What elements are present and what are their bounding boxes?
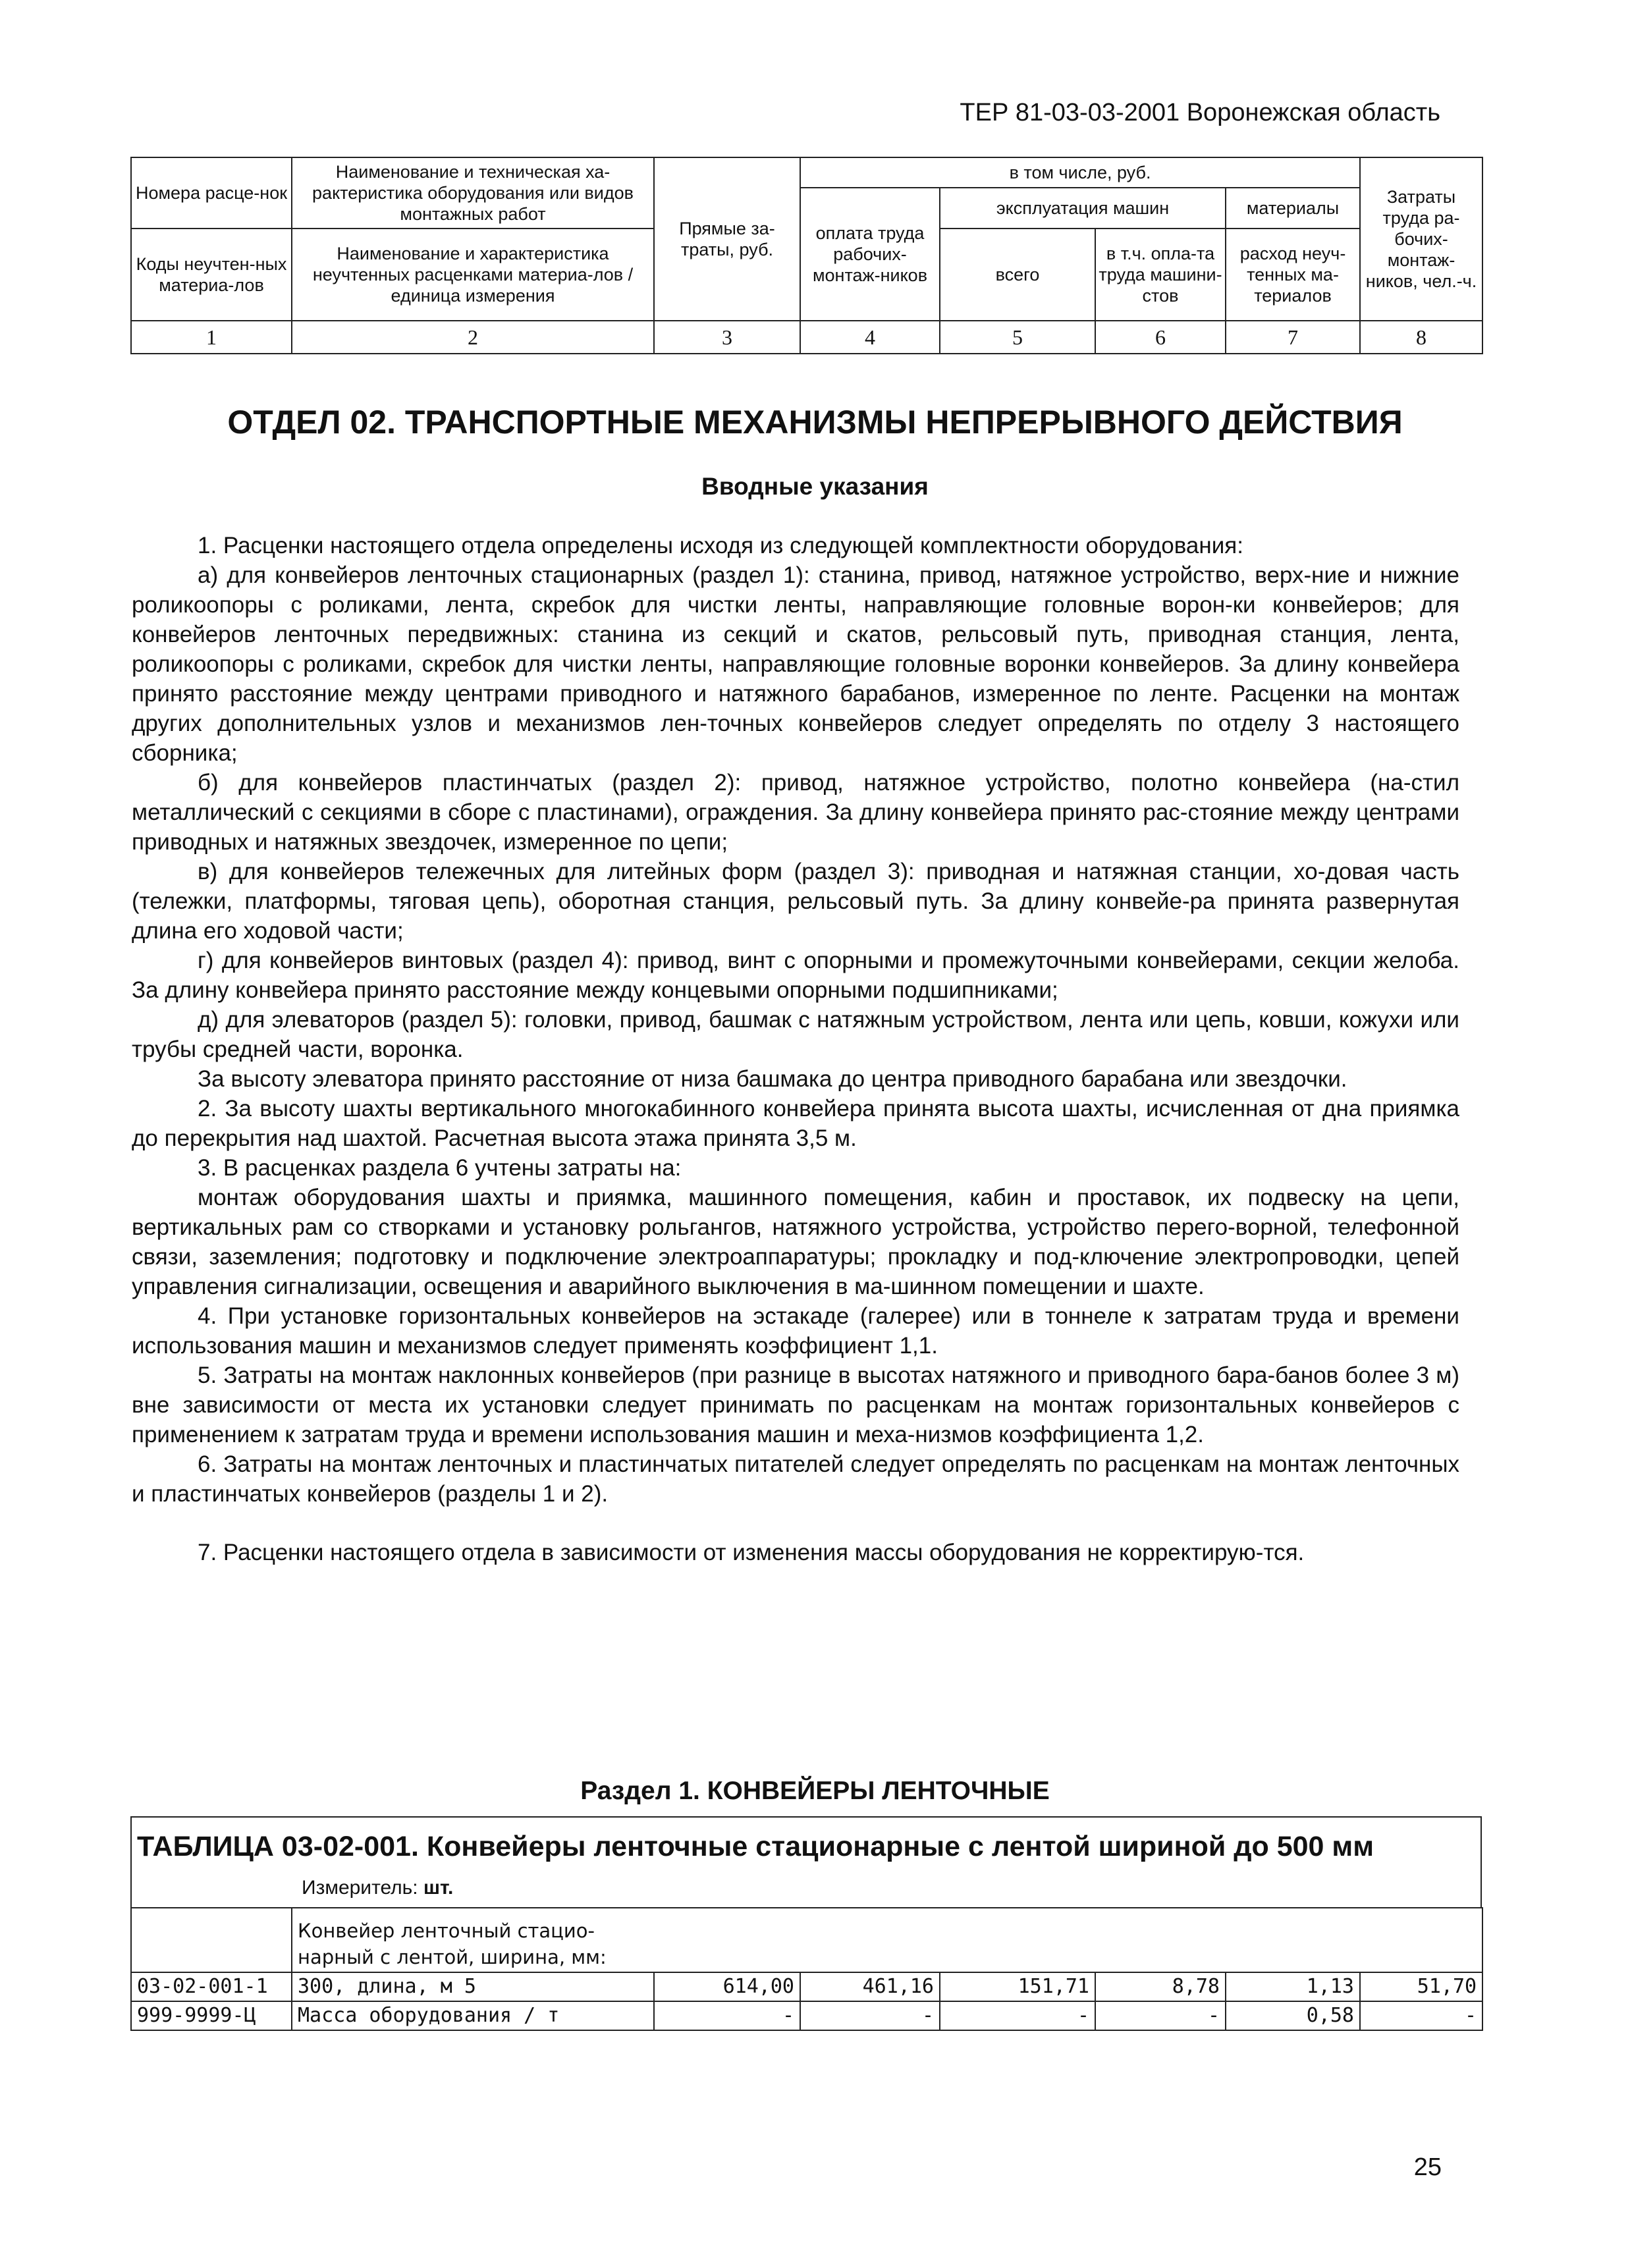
labor-costs-value: - xyxy=(1360,2001,1482,2030)
paragraph: 7. Расценки настоящего отдела в зависимости от изменения массы оборудования не корректирую-тся. xyxy=(198,1540,1305,1565)
header-labor-costs: Затраты труда ра-бочих-монтаж-ников, чел.-ч. xyxy=(1360,157,1482,321)
rate-rows xyxy=(130,1907,1483,2031)
column-number: 3 xyxy=(654,321,800,354)
header-machine-operation: эксплуатация машин xyxy=(940,188,1226,229)
material-code: 999-9999-Ц xyxy=(131,2001,292,2030)
paragraph: 4. При установке горизонтальных конвейеров на эстакаде (галерее) или в тоннеле к затратам труда и времени использования машин и механизмов следует применять коэффициент 1,1. xyxy=(132,1303,1459,1359)
intro-text xyxy=(132,531,1459,1567)
paragraph: 6. Затраты на монтаж ленточных и пластинчатых питателей следует определять по расценкам на монтаж ленточных и пластинчатых конвейеров (разделы 1 и 2). xyxy=(132,1451,1459,1507)
machinist-wages-value: 8,78 xyxy=(1095,1972,1226,2001)
machine-total-value: - xyxy=(940,2001,1095,2030)
header-unaccounted-materials: расход неуч-тенных ма-териалов xyxy=(1226,229,1360,321)
table-caption xyxy=(130,1816,1482,1907)
paragraph: 2. За высоту шахты вертикального многокабинного конвейера принята высота шахты, исчисленная от дна приямка до перекрытия над шахтой. Расчетная высота этажа принята 3,5 м. xyxy=(132,1096,1459,1151)
paragraph: д) для элеваторов (раздел 5): головки, привод, башмак с натяжным устройством, лента или цепь, ковши, кожухи или трубы средней части, воронка. xyxy=(132,1007,1459,1062)
table-title: ТАБЛИЦА 03-02-001. Конвейеры ленточные стационарные с лентой шириной до 500 мм xyxy=(137,1831,1374,1862)
intro-title: Вводные указания xyxy=(701,473,929,500)
worker-wages-value: - xyxy=(800,2001,940,2030)
column-number: 7 xyxy=(1226,321,1360,354)
paragraph: г) для конвейеров винтовых (раздел 4): привод, винт с опорными и промежуточными конвейерами, секции желоба. За длину конвейера принято расстояние между концевыми опорными подшипниками; xyxy=(132,948,1459,1003)
machine-total-value: 151,71 xyxy=(940,1972,1095,2001)
rate-code: 03-02-001-1 xyxy=(131,1972,292,2001)
column-header-table xyxy=(130,157,1483,354)
paragraph: За высоту элеватора принято расстояние от низа башмака до центра приводного барабана или звездочки. xyxy=(198,1066,1347,1092)
worker-wages-value: 461,16 xyxy=(800,1972,940,2001)
paragraph: 3. В расценках раздела 6 учтены затраты на: xyxy=(198,1155,682,1181)
section-title: Раздел 1. КОНВЕЙЕРЫ ЛЕНТОЧНЫЕ xyxy=(580,1777,1050,1805)
column-number: 5 xyxy=(940,321,1095,354)
paragraph: 5. Затраты на монтаж наклонных конвейеров (при разнице в высотах натяжного и приводного бара-банов более 3 м) вне зависимости от места их установки следует принимать по расценкам на монтаж горизонтальных конвейеров с применением к затратам труда и времени использования машин и меха-низмов коэффициента 1,2. xyxy=(132,1363,1459,1447)
header-including: в том числе, руб. xyxy=(800,157,1360,188)
header-equipment-name: Наименование и техническая ха-рактеристика оборудования или видов монтажных работ xyxy=(292,157,654,229)
rate-table xyxy=(130,1816,1482,2031)
header-materials: материалы xyxy=(1226,188,1360,229)
column-number: 8 xyxy=(1360,321,1482,354)
paragraph: 1. Расценки настоящего отдела определены исходя из следующей комплектности оборудования: xyxy=(198,533,1243,558)
paragraph: а) для конвейеров ленточных стационарных (раздел 1): станина, привод, натяжное устройство, верх-ние и нижние роликоопоры с роликами, лента, скребок для чистки ленты, направляющие головные ворон-ки конвейеров; для конвейеров ленточных передвижных: станина из секций и скатов, рельсовый путь, приводная станция, лента, роликоопоры с роликами, скребок для чистки ленты, направляющие головные воронки конвейеров. За длину конвейера принято расстояние между центрами приводного и натяжного барабанов, измеренное по ленте. Расценки на монтаж других дополнительных узлов и механизмов лен-точных конвейеров следует определять по отделу 3 настоящего сборника; xyxy=(132,562,1459,766)
header-machine-total: всего xyxy=(940,229,1095,321)
paragraph: монтаж оборудования шахты и приямка, машинного помещения, кабин и проставок, их подвеску на цепи, вертикальных рам со створками и установку рольгангов, натяжного устройства, устройство перего-ворной, телефонной связи, заземления; подготовку и подключение электроаппаратуры; прокладку и под-ключение электропроводки, цепей управления сигнализации, освещения и аварийного выключения в ма-шинном помещении и шахте. xyxy=(132,1185,1459,1299)
table-row xyxy=(131,2001,1482,2030)
paragraph: в) для конвейеров тележечных для литейных форм (раздел 3): приводная и натяжная станции, хо-довая часть (тележки, платформы, тяговая цепь), оборотная станция, рельсовый путь. За длину конвейе-ра принята развернутая длина его ходовой части; xyxy=(132,859,1459,944)
department-title: ОТДЕЛ 02. ТРАНСПОРТНЫЕ МЕХАНИЗМЫ НЕПРЕРЫВНОГО ДЕЙСТВИЯ xyxy=(227,404,1403,441)
table-row xyxy=(131,1972,1482,2001)
header-rate-numbers: Номера расце-нок xyxy=(131,157,292,229)
direct-costs-value: - xyxy=(654,2001,800,2030)
column-number: 1 xyxy=(131,321,292,354)
rate-description: 300, длина, м 5 xyxy=(292,1972,654,2001)
column-number: 6 xyxy=(1095,321,1226,354)
header-worker-wages: оплата труда рабочих-монтаж-ников xyxy=(800,188,940,321)
column-number: 2 xyxy=(292,321,654,354)
labor-costs-value: 51,70 xyxy=(1360,1972,1482,2001)
table-group-label xyxy=(292,1908,1482,1972)
machinist-wages-value: - xyxy=(1095,2001,1226,2030)
page-number: 25 xyxy=(1413,2153,1442,2181)
materials-value: 1,13 xyxy=(1226,1972,1360,2001)
group-label-text: Конвейер ленточный стацио-нарный с лентой, ширина, мм: xyxy=(298,1920,607,1968)
direct-costs-value: 614,00 xyxy=(654,1972,800,2001)
materials-value: 0,58 xyxy=(1226,2001,1360,2030)
material-description: Масса оборудования / т xyxy=(292,2001,654,2030)
column-number: 4 xyxy=(800,321,940,354)
page-header: ТЕР 81-03-03-2001 Воронежская область xyxy=(960,99,1440,126)
paragraph: б) для конвейеров пластинчатых (раздел 2): привод, натяжное устройство, полотно конвейера (на-стил металлический с секциями в сборе с пластинами), ограждения. За длину конвейера принято рас-стояние между центрами приводных и натяжных звездочек, измеренное по цепи; xyxy=(132,770,1459,855)
header-material-name: Наименование и характеристика неучтенных расценками материа-лов / единица измерения xyxy=(292,229,654,321)
unit-of-measure xyxy=(302,1877,1475,1907)
header-machinist-wages: в т.ч. опла-та труда машини-стов xyxy=(1095,229,1226,321)
unit-label: Измеритель: xyxy=(302,1877,418,1899)
unit-value: шт. xyxy=(423,1877,454,1899)
header-direct-costs: Прямые за-траты, руб. xyxy=(654,157,800,321)
table-cell xyxy=(131,1908,292,1972)
header-material-codes: Коды неучтен-ных материа-лов xyxy=(131,229,292,321)
